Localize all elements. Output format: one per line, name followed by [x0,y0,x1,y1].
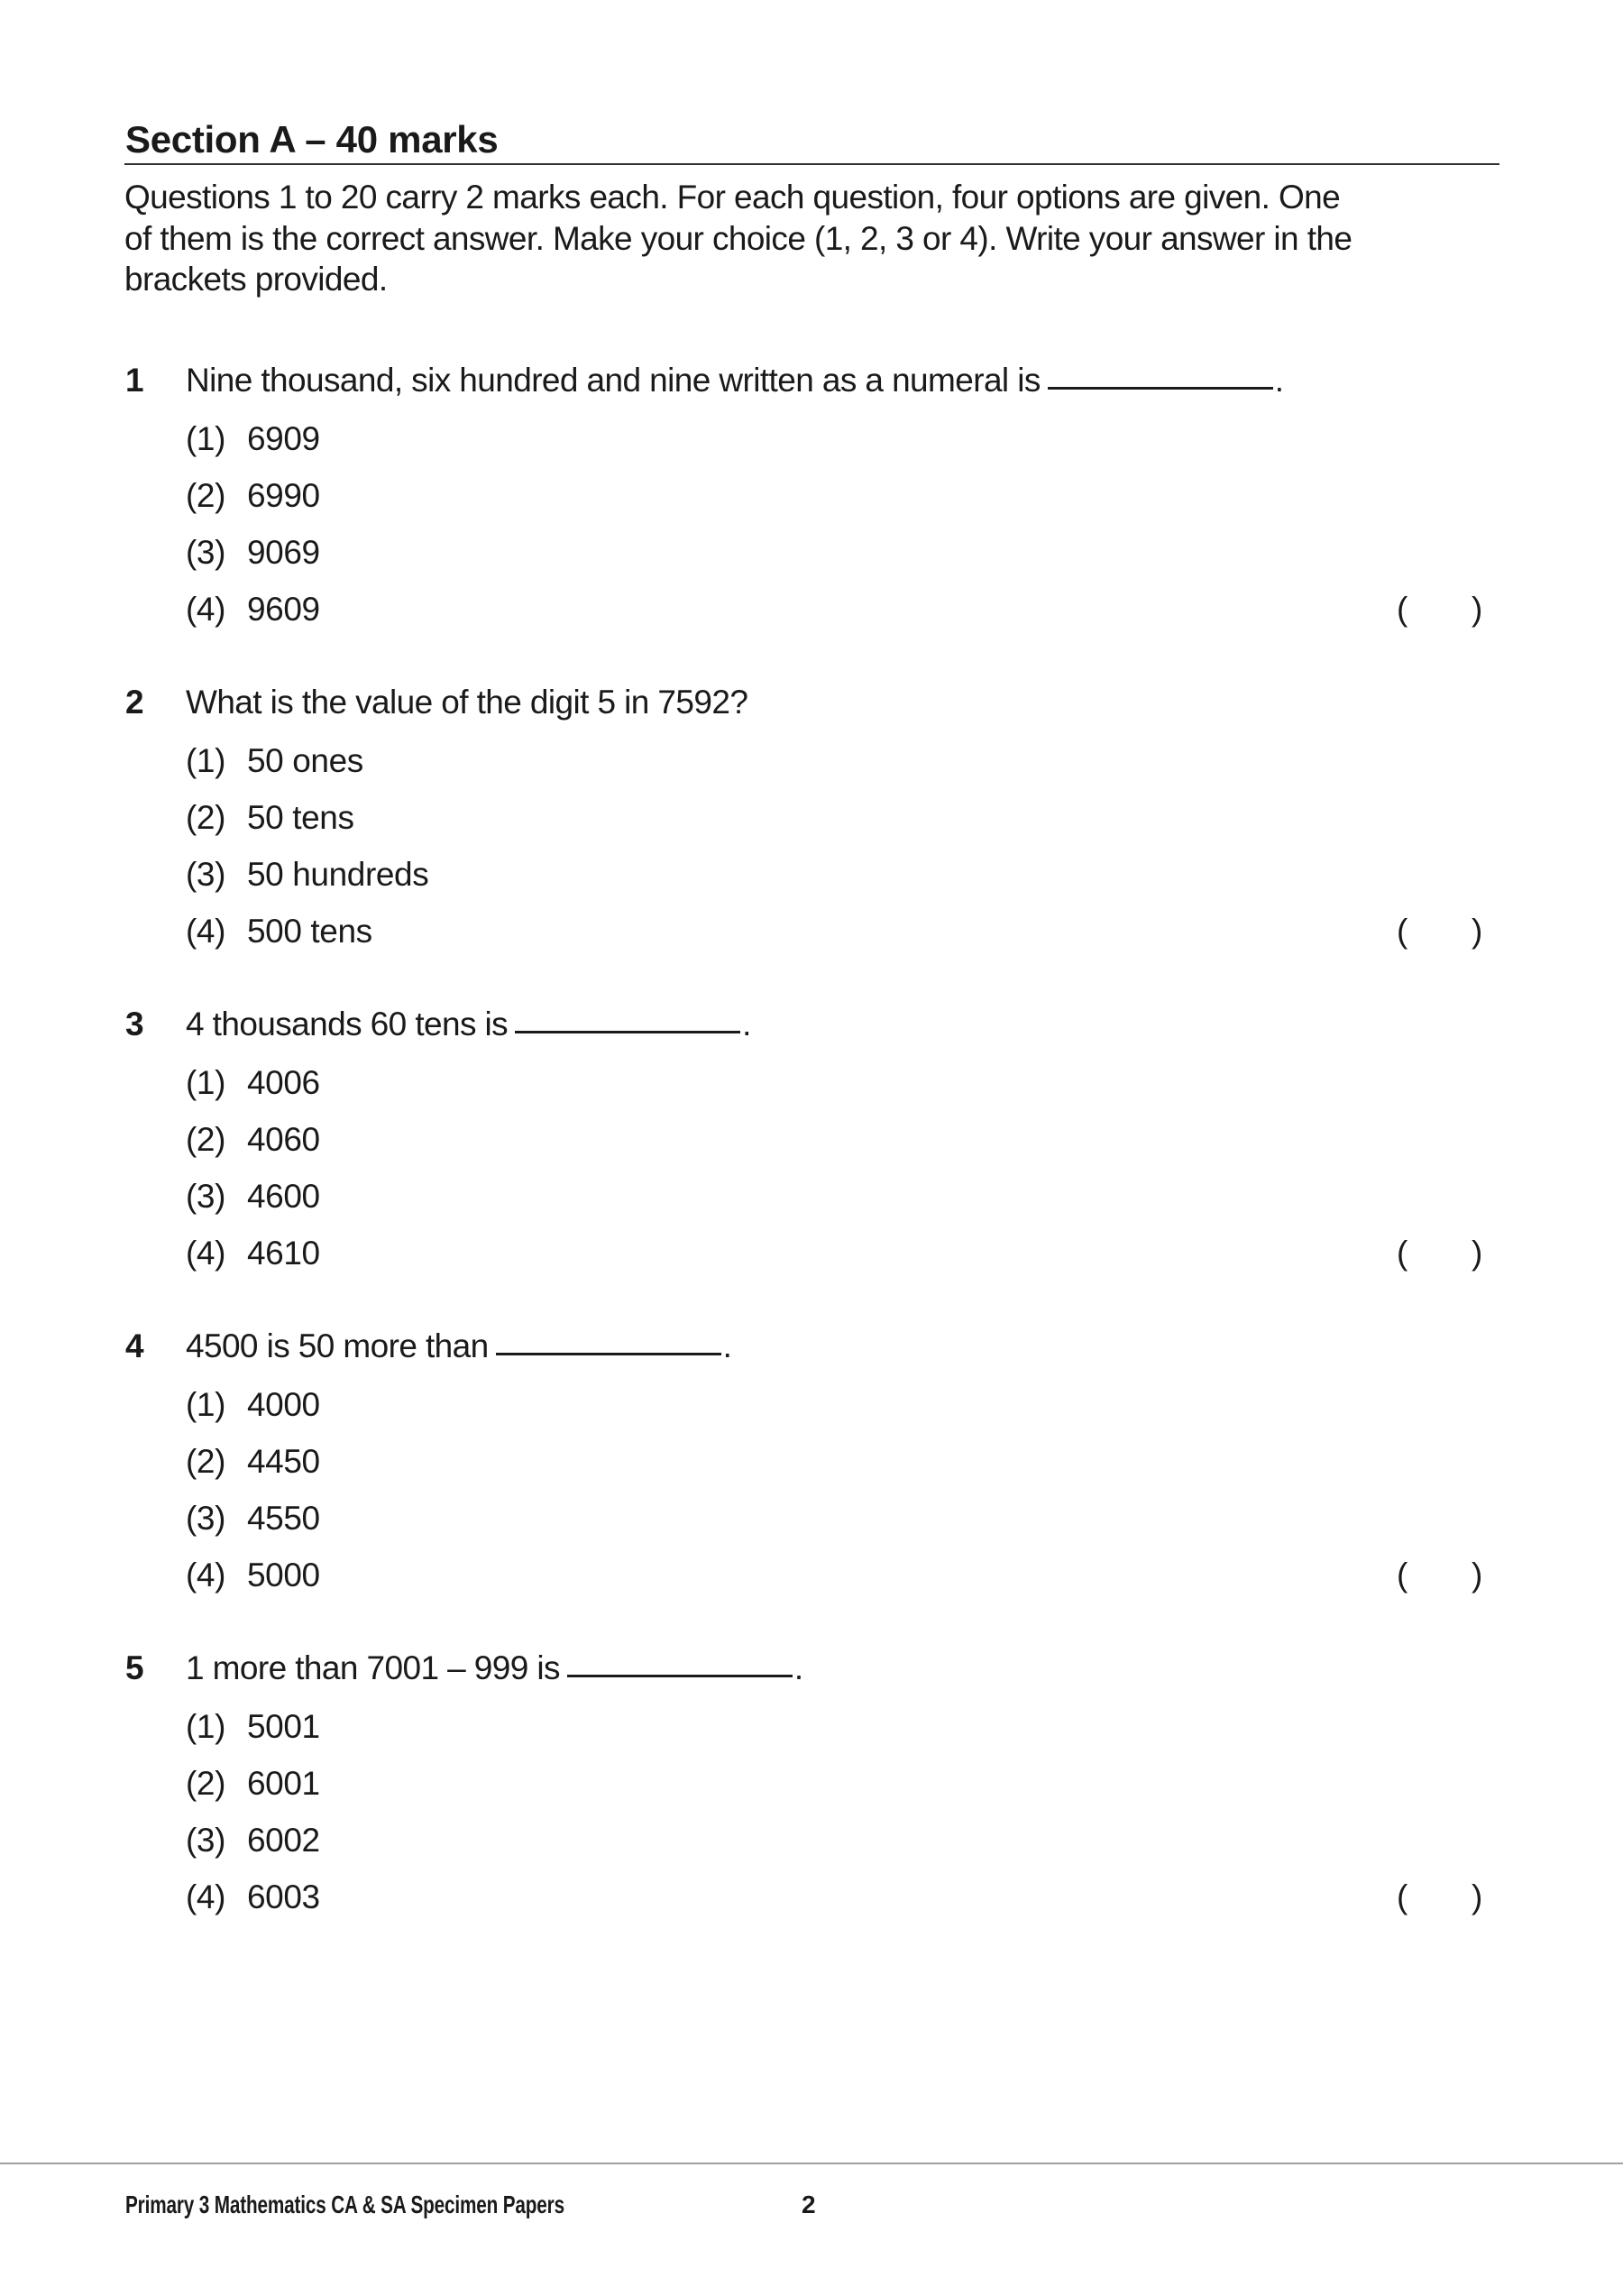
option-label: (3) [186,856,226,893]
page-number: 2 [802,2190,816,2218]
option-value: 5001 [247,1708,320,1745]
option-label: (1) [186,1708,226,1745]
answer-bracket-open[interactable]: ( [1397,1557,1408,1593]
question-text-row [186,361,1283,400]
answer-blank-line[interactable] [515,1031,740,1033]
option-value: 6001 [247,1765,320,1802]
question-text: Nine thousand, six hundred and nine written as a numeral is [186,362,1041,399]
question-text-row [186,1649,803,1688]
option-value: 5000 [247,1557,320,1593]
option-label: (1) [186,1064,226,1101]
option-1 [186,741,363,781]
question-trailing-punctuation: . [722,1327,732,1364]
option-label: (3) [186,1500,226,1537]
option-value: 9609 [247,591,320,628]
question-number: 2 [125,684,144,721]
question-text-row [186,1327,731,1366]
option-label: (2) [186,1765,226,1802]
option-value: 50 ones [247,742,363,779]
option-value: 6002 [247,1822,320,1859]
instructions-line: brackets provided. [124,261,388,298]
option-4 [186,1234,320,1273]
option-4 [186,912,372,951]
question-1 [0,361,1623,649]
question-number: 3 [125,1006,144,1042]
section-divider [124,163,1499,165]
option-value: 50 hundreds [247,856,429,893]
option-value: 9069 [247,534,320,571]
option-3 [186,855,428,895]
option-4 [186,1878,320,1917]
question-text: What is the value of the digit 5 in 7592? [186,684,748,721]
option-value: 4006 [247,1064,320,1101]
question-number: 1 [125,362,144,399]
option-label: (1) [186,420,226,457]
option-3 [186,1821,320,1860]
option-4 [186,590,320,629]
option-label: (4) [186,913,226,950]
question-4 [0,1327,1623,1615]
question-trailing-punctuation: . [1274,362,1284,399]
option-1 [186,1707,320,1747]
option-value: 6003 [247,1878,320,1915]
option-4 [186,1556,320,1595]
question-text: 4 thousands 60 tens is [186,1006,509,1042]
answer-bracket-open[interactable]: ( [1397,1235,1408,1272]
option-value: 4450 [247,1443,320,1480]
question-number: 4 [125,1327,144,1364]
answer-bracket-close[interactable]: ) [1472,1557,1483,1593]
option-2 [186,476,320,516]
answer-bracket-close[interactable]: ) [1472,1878,1483,1915]
option-3 [186,1177,320,1217]
option-2 [186,1120,320,1160]
answer-bracket-open[interactable]: ( [1397,913,1408,950]
option-value: 4000 [247,1386,320,1423]
answer-bracket-open[interactable]: ( [1397,1878,1408,1915]
option-value: 6909 [247,420,320,457]
answer-bracket-close[interactable]: ) [1472,1235,1483,1272]
question-trailing-punctuation: . [793,1649,803,1686]
option-value: 500 tens [247,913,372,950]
answer-blank-line[interactable] [567,1675,793,1677]
option-2 [186,798,354,838]
footer-divider [0,2163,1623,2164]
option-label: (4) [186,1235,226,1272]
option-3 [186,1499,320,1538]
option-value: 4060 [247,1121,320,1158]
option-label: (3) [186,534,226,571]
footer-book-title: Primary 3 Mathematics CA & SA Specimen Papers [125,2190,564,2218]
option-label: (2) [186,1443,226,1480]
option-2 [186,1442,320,1482]
question-text-row [186,1005,751,1044]
option-value: 4610 [247,1235,320,1272]
answer-bracket-close[interactable]: ) [1472,913,1483,950]
option-3 [186,533,320,573]
option-value: 4550 [247,1500,320,1537]
option-label: (3) [186,1822,226,1859]
option-label: (3) [186,1178,226,1215]
question-trailing-punctuation: . [742,1006,751,1042]
answer-bracket-close[interactable]: ) [1472,591,1483,628]
question-text: 1 more than 7001 – 999 is [186,1649,560,1686]
option-label: (4) [186,1878,226,1915]
option-label: (4) [186,1557,226,1593]
option-1 [186,1063,320,1103]
answer-bracket-open[interactable]: ( [1397,591,1408,628]
option-1 [186,419,320,459]
option-label: (1) [186,1386,226,1423]
question-number: 5 [125,1649,144,1686]
option-label: (1) [186,742,226,779]
answer-blank-line[interactable] [496,1353,721,1355]
instructions-line: Questions 1 to 20 carry 2 marks each. For each question, four options are given. One [124,179,1341,216]
option-value: 50 tens [247,799,354,836]
question-text: 4500 is 50 more than [186,1327,489,1364]
question-5 [0,1649,1623,1937]
question-3 [0,1005,1623,1293]
option-label: (2) [186,477,226,514]
option-label: (4) [186,591,226,628]
section-instructions [124,177,1513,300]
answer-blank-line[interactable] [1048,387,1273,390]
question-text-row [186,683,747,722]
option-1 [186,1385,320,1425]
option-2 [186,1764,320,1804]
option-label: (2) [186,799,226,836]
option-value: 6990 [247,477,320,514]
instructions-line: of them is the correct answer. Make your choice (1, 2, 3 or 4). Write your answer in the [124,219,1352,257]
option-label: (2) [186,1121,226,1158]
question-2 [0,683,1623,971]
section-title: Section A – 40 marks [125,118,499,161]
option-value: 4600 [247,1178,320,1215]
